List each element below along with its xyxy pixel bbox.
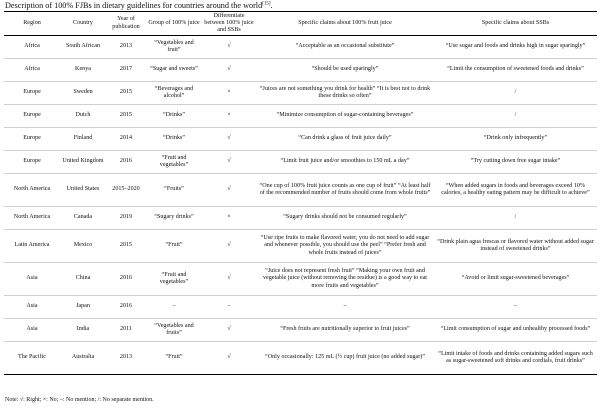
cell-region: The Pacific [4,342,60,375]
header-claims-ssb: Specific claims about SSBs [434,12,597,36]
table-row [4,82,597,105]
cell-year: 2011 [106,319,146,342]
cell-year: 2013 [106,36,146,59]
cell-diff: × [202,82,256,105]
cell-fj: “Minimize consumption of sugar-containing beverages” [256,105,434,128]
cell-year: 2019 [106,207,146,230]
cell-fj: – [256,296,434,319]
cell-year: 2015 [106,105,146,128]
cell-region: Latin America [4,230,60,263]
header-region: Region [4,12,60,36]
cell-country: Japan [60,296,106,319]
cell-year: 2015 [106,230,146,263]
cell-country: Mexico [60,230,106,263]
cell-ssb: “Try cutting down free sugar intake” [434,151,597,174]
cell-diff: √ [202,342,256,375]
cell-region: Europe [4,105,60,128]
cell-year: 2016 [106,296,146,319]
cell-diff: × [202,207,256,230]
header-differentiate: Differentiate between 100% juice and SSBs [202,12,256,36]
table-row [4,230,597,263]
cell-country: Canada [60,207,106,230]
cell-region: Africa [4,59,60,82]
cell-group: “Fruits” [146,174,202,207]
cell-country: Sweden [60,82,106,105]
cell-region: Africa [4,36,60,59]
cell-country: Dutch [60,105,106,128]
table-row [4,207,597,230]
cell-diff: √ [202,263,256,296]
cell-group: “Sugary drinks” [146,207,202,230]
dietary-guidelines-table [4,11,597,375]
cell-year: 2014 [106,128,146,151]
cell-fj: “Acceptable as an occasional substitute” [256,36,434,59]
header-year: Year of publication [106,12,146,36]
cell-fj: “Juice does not represent fresh fruit” “Making your own fruit and vegetable juice (without removing the residue) is a good way to eat more fruits and vegetables” [256,263,434,296]
cell-group: “Fruit” [146,230,202,263]
cell-ssb: / [434,207,597,230]
cell-region: Europe [4,151,60,174]
header-claims-fruit-juice: Specific claims about 100% fruit juice [256,12,434,36]
cell-ssb: “Limit consumption of sugar and unhealthy processed foods” [434,319,597,342]
cell-region: Asia [4,319,60,342]
table-row [4,36,597,59]
cell-fj: “Fresh fruits are nutritionally superior to fruit juices” [256,319,434,342]
cell-ssb: “Avoid or limit sugar-sweetened beverages” [434,263,597,296]
cell-diff: √ [202,319,256,342]
cell-country: Australia [60,342,106,375]
cell-region: Europe [4,82,60,105]
cell-ssb: – [434,296,597,319]
cell-region: Asia [4,263,60,296]
cell-country: United Kingdom [60,151,106,174]
cell-diff: √ [202,59,256,82]
cell-ssb: “Limit the consumption of sweetened foods and drinks” [434,59,597,82]
table-caption: Description of 100% FJBs in dietary guidelines for countries around the world[15]. [5,1,273,10]
cell-region: North America [4,207,60,230]
cell-group: – [146,296,202,319]
table-row [4,296,597,319]
cell-diff: √ [202,174,256,207]
cell-fj: “Only occasionally: 125 mL (½ cup) fruit juice (no added sugar)” [256,342,434,375]
cell-country: South African [60,36,106,59]
cell-group: “Vegetables and fruits” [146,319,202,342]
cell-ssb: / [434,82,597,105]
cell-group: “Drinks” [146,128,202,151]
cell-diff: √ [202,128,256,151]
cell-group: “Sugar and sweets” [146,59,202,82]
cell-country: India [60,319,106,342]
table-row [4,151,597,174]
table-row [4,342,597,375]
cell-group: “Fruit” [146,342,202,375]
cell-group: “Fruit and vegetables” [146,151,202,174]
cell-fj: “Use ripe fruits to make flavored water, you do not need to add sugar and whenever possible, you should use the peel” “Prefer fresh and whole fruits instead of juices” [256,230,434,263]
table-row [4,174,597,207]
cell-year: 2015 [106,82,146,105]
caption-text: Description of 100% FJBs in dietary guidelines for countries around the world [5,1,263,10]
cell-country: Kenya [60,59,106,82]
cell-country: United States [60,174,106,207]
cell-diff: √ [202,151,256,174]
table-row [4,263,597,296]
cell-country: Finland [60,128,106,151]
table-note: Note: √: Right; ×: No; –: No mention; /: No separate mention. [5,397,154,403]
cell-fj: “Sugary drinks should not be consumed regularly” [256,207,434,230]
cell-year: 2013 [106,342,146,375]
cell-ssb: “Use sugar and foods and drinks high in sugar sparingly” [434,36,597,59]
cell-region: North America [4,174,60,207]
table-header-row [4,12,597,36]
cell-year: 2016 [106,151,146,174]
cell-diff: √ [202,36,256,59]
cell-ssb: / [434,105,597,128]
cell-region: Asia [4,296,60,319]
cell-fj: “Juices are not something you drink for health” “It is best not to drink these drinks so often” [256,82,434,105]
cell-year: 2016 [106,263,146,296]
cell-ssb: “When added sugars in foods and beverages exceed 10% calories, a healthy eating pattern may be difficult to achieve” [434,174,597,207]
cell-group: “Beverages and alcohol” [146,82,202,105]
cell-fj: “Can drink a glass of fruit juice daily” [256,128,434,151]
cell-fj: “One cup of 100% fruit juice counts as one cup of fruit” “At least half of the recommended number of fruits should come from whole fruits” [256,174,434,207]
cell-country: China [60,263,106,296]
cell-group: “Vegetables and fruit” [146,36,202,59]
cell-diff: √ [202,230,256,263]
cell-region: Europe [4,128,60,151]
header-group: Group of 100% juice [146,12,202,36]
table-row [4,105,597,128]
cell-year: 2015–2020 [106,174,146,207]
cell-year: 2017 [106,59,146,82]
cell-group: “Drinks” [146,105,202,128]
table-row [4,319,597,342]
table-row [4,59,597,82]
cell-ssb: “Drink plain agua frescas or flavored water without added sugar instead of sweetened drinks” [434,230,597,263]
caption-reference[interactable]: [15] [262,1,271,7]
header-country: Country [60,12,106,36]
table-row [4,128,597,151]
cell-group: “Fruit and vegetables” [146,263,202,296]
cell-fj: “Should be used sparingly” [256,59,434,82]
cell-ssb: “Limit intake of foods and drinks containing added sugars such as sugar-sweetened soft drinks and cordials, fruit drinks” [434,342,597,375]
cell-fj: “Limit fruit juice and/or smoothies to 150 mL a day” [256,151,434,174]
cell-ssb: “Drink only infrequently” [434,128,597,151]
cell-diff: × [202,105,256,128]
cell-diff: – [202,296,256,319]
